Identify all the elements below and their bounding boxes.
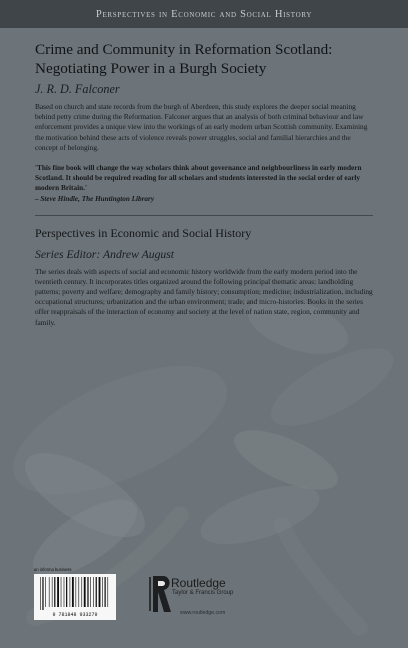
barcode-bar: [45, 577, 46, 607]
barcode-bar: [107, 577, 108, 607]
barcode-area: [34, 567, 116, 620]
review-quote: 'This fine book will change the way scholars think about governance and neighbourliness in early modern Scotland. It should be required reading for all scholars and students interested in the social order of early modern Britain.': [35, 164, 362, 193]
publisher-name: Routledge: [171, 576, 226, 590]
barcode-bar: [87, 577, 88, 607]
barcode-bar: [105, 577, 106, 607]
book-title-line-2: Negotiating Power in a Burgh Society: [35, 60, 267, 77]
barcode-bar: [96, 577, 97, 607]
barcode-bar: [72, 577, 74, 607]
back-cover-text: [35, 40, 373, 328]
barcode-bar: [81, 577, 82, 607]
barcode-bar: [66, 577, 67, 607]
quote-attribution-name: – Steve Hindle,: [35, 194, 80, 203]
barcode-bar: [54, 577, 55, 607]
barcode-bar: [93, 577, 94, 607]
barcode-bar: [84, 577, 86, 607]
publisher-group: Taylor & Francis Group: [172, 590, 234, 596]
series-description: The series deals with aspects of social and economic history worldwide from the early modern period into the twentieth century. It incorporates titles organized around the following principal thematic areas: landholding patterns; poverty and welfare; demography and family history; consumption; medicine; industrialization, including occupational structures; urbanization and the urban environment; trade; and micro-histories. Books in the series offer reappraisals of the interaction of economy and society at the level of nation state, region, community and family.: [35, 266, 373, 327]
book-title: [35, 40, 373, 78]
series-title: Perspectives in Economic and Social History: [35, 225, 252, 240]
publisher-url: www.routledge.com: [180, 610, 226, 616]
informa-label: an informa business: [34, 567, 72, 572]
barcode-bar: [64, 577, 65, 607]
isbn-number: 9 781848 933279: [52, 612, 98, 618]
isbn-barcode: [34, 574, 116, 620]
barcode-bar: [76, 577, 77, 607]
barcode-bar: [99, 577, 101, 607]
publisher-logo: [147, 573, 292, 623]
section-divider: [35, 215, 373, 216]
barcode-bar: [57, 577, 59, 607]
quote-attribution-source: The Huntington Library: [81, 194, 155, 203]
routledge-logo-icon: [147, 573, 174, 615]
author-name: J. R. D. Falconer: [35, 82, 120, 96]
series-editor: Series Editor: Andrew August: [35, 247, 175, 261]
barcode-bar: [78, 577, 79, 607]
series-header-band: [0, 0, 408, 28]
barcode-bar: [52, 577, 53, 607]
book-description: Based on church and state records from the burgh of Aberdeen, this study explores the deeper social meaning behind petty crime during the Reformation. Falconer argues that an analysis of both criminal behaviour and law enforcement provides a unique view into the workings of an early modern urban Scottish community. Examining the motivation behind these acts of violence reveals power struggles, social and familial hierarchies and the concept of belonging.: [35, 102, 368, 152]
series-header: Perspectives in Economic and Social History: [95, 8, 313, 20]
barcode-bar: [61, 577, 62, 607]
barcode-bar: [49, 577, 50, 607]
barcode-bars: [39, 577, 111, 610]
quote-attribution: [35, 194, 373, 204]
barcode-bar: [70, 577, 71, 607]
barcode-bar: [90, 577, 91, 607]
barcode-bar: [102, 577, 103, 607]
barcode-bar: [42, 577, 43, 610]
book-title-line-1: Crime and Community in Reformation Scotland:: [35, 41, 333, 58]
barcode-bar: [40, 577, 41, 610]
